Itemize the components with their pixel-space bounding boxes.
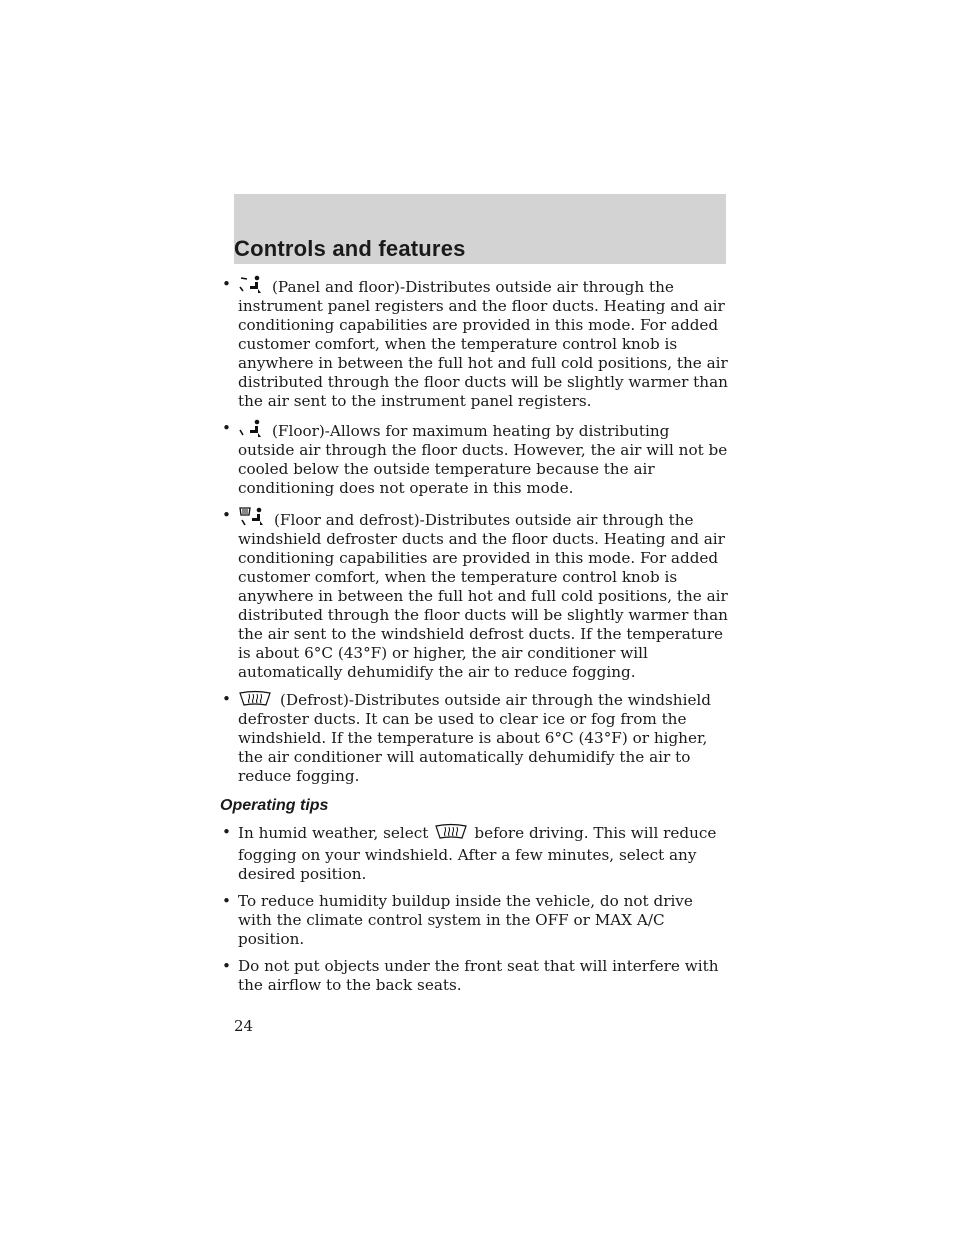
tip-text: before driving. This will reduce fogging on your windshield. After a few minutes, select any desired position. xyxy=(238,824,717,883)
bullet: • xyxy=(222,892,231,910)
defrost-icon xyxy=(434,823,468,846)
tip-text: In humid weather, select xyxy=(238,824,429,842)
page-number: 24 xyxy=(234,1017,254,1035)
panel-floor-icon xyxy=(238,275,264,295)
bullet: • xyxy=(222,690,231,708)
bullet: • xyxy=(222,419,231,437)
bullet: • xyxy=(222,823,231,841)
operating-tips-heading: Operating tips xyxy=(220,797,329,814)
tip-item xyxy=(220,892,730,949)
page-content xyxy=(220,275,730,1003)
floor-icon xyxy=(238,419,264,439)
mode-item-defrost xyxy=(220,690,730,786)
tip-item xyxy=(220,823,730,884)
mode-description: (Floor)-Allows for maximum heating by distributing outside air through the floor ducts. However, the air will not be cooled below the outside temperature because the air conditioning does not operate in this mode. xyxy=(238,422,728,497)
mode-item-floor xyxy=(220,419,730,498)
bullet: • xyxy=(222,275,231,293)
mode-item-floor-defrost xyxy=(220,506,730,682)
bullet: • xyxy=(222,506,231,524)
mode-item-panel-floor xyxy=(220,275,730,411)
tip-text: To reduce humidity buildup inside the vehicle, do not drive with the climate control system in the OFF or MAX A/C position. xyxy=(238,892,693,948)
tip-item xyxy=(220,957,730,995)
defrost-icon xyxy=(238,690,272,708)
bullet: • xyxy=(222,957,231,975)
mode-description: (Floor and defrost)-Distributes outside air through the windshield defroster ducts and the floor ducts. Heating and air conditioning capabilities are provided in this mode. For added customer comfort, when the temperature control knob is anywhere in between the full hot and full cold positions, the air distributed through the floor ducts will be slightly warmer than the air sent to the windshield defrost ducts. If the temperature is about 6°C (43°F) or higher, the air conditioner will automatically dehumidify the air to reduce fogging. xyxy=(238,511,728,681)
mode-description: (Defrost)-Distributes outside air through the windshield defroster ducts. It can be used to clear ice or fog from the windshield. If the temperature is about 6°C (43°F) or higher, the air conditioner will automatically dehumidify the air to reduce fogging. xyxy=(238,691,712,785)
tip-text: Do not put objects under the front seat that will interfere with the airflow to the back seats. xyxy=(238,957,719,994)
floor-defrost-icon xyxy=(238,506,266,528)
mode-description: (Panel and floor)-Distributes outside air through the instrument panel registers and the floor ducts. Heating and air conditioning capabilities are provided in this mode. For added customer comfort, when the temperature control knob is anywhere in between the full hot and full cold positions, the air distributed through the floor ducts will be slightly warmer than the air sent to the instrument panel registers. xyxy=(238,278,728,410)
section-title: Controls and features xyxy=(234,236,466,261)
